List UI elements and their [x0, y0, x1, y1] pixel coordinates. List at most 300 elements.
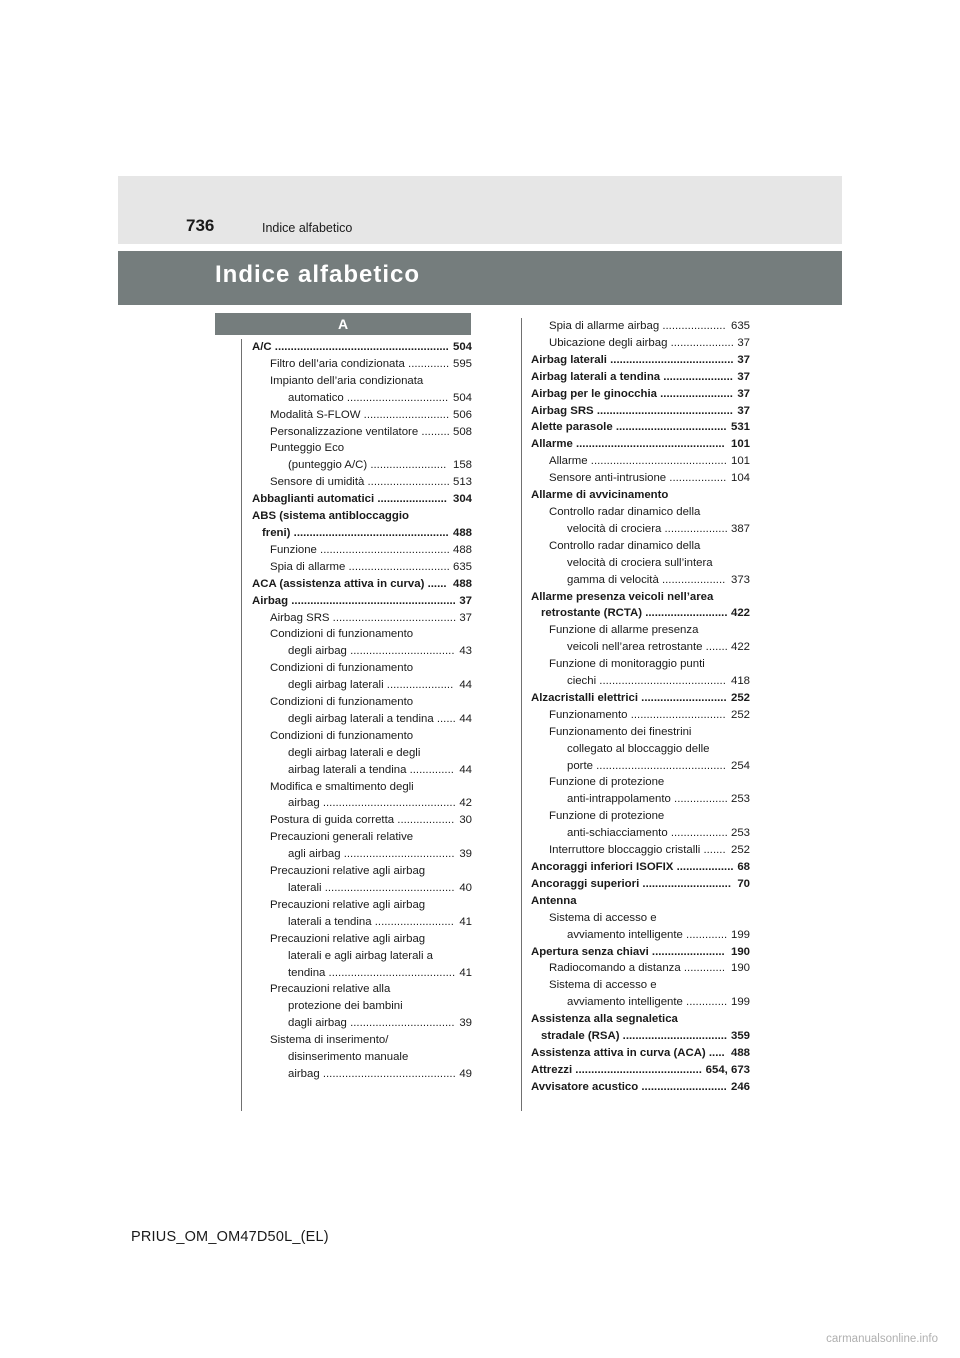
entry-term: Airbag laterali	[531, 353, 607, 366]
entry-term: ACA (assistenza attiva in curva)	[252, 577, 425, 590]
dot-leader: ..................	[673, 861, 734, 873]
entry-term: Airbag	[252, 594, 289, 607]
entry-page-number: 39	[459, 848, 472, 861]
index-entry	[531, 538, 750, 555]
entry-page-number: 199	[730, 996, 750, 1009]
entry-term: Precauzioni generali relative	[270, 831, 414, 844]
index-entry	[531, 927, 750, 944]
entry-term: Ancoraggi superiori	[531, 877, 640, 890]
entry-term: Sensore di umidità	[270, 476, 365, 489]
left-column-rule	[241, 339, 242, 1111]
dot-leader: ........................................	[325, 966, 456, 979]
index-entry	[531, 656, 750, 673]
entry-term: degli airbag laterali	[288, 679, 384, 692]
entry-term: Allarme presenza veicoli nell’area	[531, 590, 714, 603]
entry-page-number: 199	[730, 928, 750, 941]
index-entry	[531, 1079, 750, 1096]
index-entry	[252, 440, 472, 457]
index-entry	[531, 1011, 750, 1028]
index-entry	[252, 542, 472, 559]
entry-term: porte	[567, 759, 593, 772]
entry-term: Controllo radar dinamico della	[549, 539, 701, 552]
entry-page-number: 595	[452, 357, 472, 370]
index-entry	[252, 779, 472, 796]
entry-term: Apertura senza chiavi	[531, 945, 649, 958]
entry-term: A/C	[252, 341, 272, 353]
entry-page-number: 422	[730, 641, 750, 654]
entry-term: degli airbag	[288, 645, 347, 658]
entry-term: protezione dei bambini	[288, 1000, 403, 1013]
index-entry	[531, 876, 750, 893]
index-entry	[252, 846, 472, 863]
index-entry	[252, 965, 472, 982]
entry-page-number: 30	[459, 814, 472, 827]
index-entry	[531, 386, 750, 403]
index-entry	[252, 576, 472, 593]
index-entry	[252, 948, 472, 965]
index-entry	[252, 525, 472, 542]
dot-leader: .........	[418, 425, 450, 438]
index-entry	[531, 944, 750, 961]
entry-term: degli airbag laterali e degli	[288, 746, 421, 759]
index-entry	[252, 728, 472, 745]
entry-page-number: 508	[452, 425, 472, 438]
entry-term: Precauzioni relative agli airbag	[270, 865, 426, 878]
entry-term: Controllo radar dinamico della	[549, 505, 701, 518]
index-entry	[531, 774, 750, 791]
index-entry	[531, 622, 750, 639]
entry-page-number: 253	[730, 827, 750, 840]
dot-leader: .............	[682, 928, 728, 941]
dot-leader: ........................................	[596, 675, 726, 688]
index-entry	[531, 977, 750, 994]
dot-leader: .........................	[371, 915, 454, 928]
entry-page-number: 44	[459, 763, 472, 776]
entry-term: Modalità S-FLOW	[270, 408, 361, 421]
dot-leader: ........................	[367, 459, 447, 472]
entry-page-number: 42	[459, 797, 472, 810]
index-entry	[252, 762, 472, 779]
index-entry	[531, 589, 750, 606]
entry-page-number: 43	[459, 645, 472, 658]
page-title: Indice alfabetico	[215, 261, 421, 288]
dot-leader: ....................	[667, 336, 734, 349]
entry-term: ciechi	[567, 675, 597, 688]
entry-term: Condizioni di funzionamento	[270, 729, 414, 742]
entry-term: Sensore anti-intrusione	[549, 472, 667, 485]
entry-term: Personalizzazione ventilatore	[270, 425, 419, 438]
entry-page-number: 37	[737, 353, 750, 366]
index-entry	[531, 1028, 750, 1045]
index-entry	[252, 626, 472, 643]
index-entry	[531, 1062, 750, 1079]
index-entry	[252, 457, 472, 474]
entry-page-number: 41	[459, 966, 472, 979]
entry-term: collegato al bloccaggio delle	[567, 742, 710, 755]
entry-page-number: 44	[459, 679, 472, 692]
entry-term: airbag	[288, 797, 320, 810]
index-entry	[252, 863, 472, 880]
document-code: PRIUS_OM_OM47D50L_(EL)	[131, 1229, 329, 1245]
entry-page-number: 190	[730, 962, 750, 975]
index-entry	[252, 931, 472, 948]
index-entry	[252, 981, 472, 998]
index-entry	[531, 605, 750, 622]
entry-page-number: 254	[730, 759, 750, 772]
page-number: 736	[186, 216, 215, 235]
entry-term: gamma di velocità	[567, 573, 659, 586]
dot-leader: ...........................................	[587, 455, 727, 468]
dot-leader: ..............................	[627, 708, 726, 721]
entry-term: freni)	[262, 526, 291, 539]
dot-leader: .............	[680, 962, 726, 975]
entry-term: disinserimento manuale	[288, 1051, 409, 1064]
index-entry	[531, 690, 750, 707]
dot-leader: .................................	[346, 1017, 455, 1030]
entry-term: velocità di crociera sull’intera	[567, 556, 713, 569]
entry-term: avviamento intelligente	[567, 996, 683, 1009]
entry-page-number: 488	[452, 543, 472, 556]
index-entry	[531, 673, 750, 690]
entry-term: Condizioni di funzionamento	[270, 696, 414, 709]
entry-page-number: 246	[730, 1080, 750, 1093]
entry-term: Funzione di monitoraggio punti	[549, 658, 705, 671]
entry-page-number: 101	[730, 438, 750, 451]
dot-leader: .......	[700, 844, 726, 857]
index-entry	[531, 808, 750, 825]
index-entry	[531, 791, 750, 808]
index-entry	[252, 677, 472, 694]
dot-leader: ......................	[660, 370, 733, 383]
index-entry	[531, 960, 750, 977]
entry-page-number: 104	[730, 472, 750, 485]
entry-term: avviamento intelligente	[567, 928, 683, 941]
dot-leader: ................................	[343, 391, 449, 404]
dot-leader: .....	[705, 1046, 725, 1059]
entry-term: degli airbag laterali a tendina	[288, 712, 434, 725]
dot-leader: ..........................	[642, 607, 728, 620]
entry-term: Precauzioni relative agli airbag	[270, 898, 426, 911]
index-entry	[531, 352, 750, 369]
entry-page-number: 506	[452, 408, 472, 421]
entry-term: Condizioni di funzionamento	[270, 628, 414, 641]
entry-page-number: 44	[459, 712, 472, 725]
index-entry	[252, 407, 472, 424]
entry-page-number: 504	[452, 341, 472, 353]
index-entry	[252, 356, 472, 373]
dot-leader: .........................................	[316, 543, 450, 556]
entry-page-number: 418	[730, 675, 750, 688]
dot-leader: .......................	[648, 945, 725, 958]
dot-leader: .................................	[619, 1030, 728, 1043]
index-entry	[252, 1032, 472, 1049]
entry-term: automatico	[288, 391, 344, 404]
entry-term: Antenna	[531, 894, 577, 907]
entry-term: Interruttore bloccaggio cristalli	[549, 844, 701, 857]
entry-term: velocità di crociera	[567, 522, 662, 535]
entry-term: Assistenza alla segnaletica	[531, 1013, 678, 1026]
entry-page-number: 40	[459, 882, 472, 894]
entry-page-number: 252	[730, 844, 750, 857]
entry-page-number: 304	[452, 493, 472, 506]
entry-page-number: 253	[730, 793, 750, 806]
entry-page-number: 37	[737, 336, 750, 349]
index-entry	[531, 318, 750, 335]
index-entry	[531, 893, 750, 910]
index-entry	[252, 880, 472, 897]
dot-leader: .................................................	[290, 526, 449, 539]
index-entry	[252, 829, 472, 846]
entry-term: stradale (RSA)	[541, 1030, 620, 1043]
entry-page-number: 504	[452, 391, 472, 404]
entry-term: Modifica e smaltimento degli	[270, 780, 414, 793]
index-entry	[531, 859, 750, 876]
index-entry	[531, 403, 750, 420]
index-entry	[252, 610, 472, 627]
entry-term: Airbag SRS	[270, 611, 330, 624]
index-entry	[252, 339, 472, 356]
entry-term: airbag laterali a tendina	[288, 763, 407, 776]
entry-term: Airbag laterali a tendina	[531, 370, 661, 383]
entry-term: airbag	[288, 1067, 320, 1080]
entry-term: Funzione di allarme presenza	[549, 624, 699, 637]
index-entry	[252, 643, 472, 660]
entry-term: Spia di allarme airbag	[549, 320, 660, 332]
running-title: Indice alfabetico	[262, 221, 353, 235]
entry-term: Funzionamento	[549, 708, 628, 721]
dot-leader: ..........................	[364, 476, 450, 489]
dot-leader: ...........................	[638, 1080, 727, 1093]
dot-leader: ....................	[659, 320, 726, 332]
dot-leader: .........................................	[321, 882, 455, 894]
dot-leader: .......	[702, 641, 728, 654]
dot-leader: .........................................	[592, 759, 726, 772]
entry-page-number: 70	[737, 877, 750, 890]
entry-term: laterali a tendina	[288, 915, 372, 928]
dot-leader: ....................	[661, 522, 728, 535]
entry-page-number: 37	[459, 594, 472, 607]
index-entry	[252, 914, 472, 931]
index-entry	[531, 724, 750, 741]
entry-term: Attrezzi	[531, 1063, 573, 1076]
dot-leader: ...................................	[612, 421, 727, 434]
entry-term: Funzione	[270, 543, 317, 556]
index-entry	[531, 504, 750, 521]
dot-leader: ...........................	[638, 691, 727, 704]
entry-term: Assistenza attiva in curva (ACA)	[531, 1046, 706, 1059]
entry-term: Allarme	[549, 455, 588, 468]
entry-term: tendina	[288, 966, 326, 979]
entry-page-number: 635	[452, 560, 472, 573]
dot-leader: .............	[404, 357, 450, 370]
entry-term: retrostante (RCTA)	[541, 607, 643, 620]
entry-term: Punteggio Eco	[270, 442, 345, 455]
entry-page-number: 37	[459, 611, 472, 624]
entry-page-number: 252	[730, 691, 750, 704]
entry-page-number: 654, 673	[705, 1063, 750, 1076]
entry-page-number: 158	[452, 459, 472, 472]
entry-page-number: 37	[737, 387, 750, 400]
entry-term: Funzionamento dei finestrini	[549, 725, 692, 738]
entry-page-number: 190	[730, 945, 750, 958]
index-entry	[531, 842, 750, 859]
index-entry	[252, 694, 472, 711]
index-entry	[252, 474, 472, 491]
index-entry	[252, 711, 472, 728]
header-band	[118, 176, 842, 244]
entry-term: Airbag SRS	[531, 404, 594, 417]
entry-page-number: 488	[730, 1046, 750, 1059]
index-entry	[531, 639, 750, 656]
entry-term: Allarme	[531, 438, 573, 451]
index-entry	[531, 487, 750, 504]
dot-leader: ...........................................	[593, 404, 733, 417]
section-letter-bar: A	[215, 313, 471, 335]
entry-page-number: 37	[737, 370, 750, 383]
dot-leader: .......................................................	[271, 341, 449, 353]
right-column-rule	[521, 318, 522, 1111]
entry-page-number: 422	[730, 607, 750, 620]
dot-leader: .................	[670, 793, 728, 806]
dot-leader: ............................	[639, 877, 732, 890]
entry-term: anti-schiacciamento	[567, 827, 668, 840]
entry-page-number: 37	[737, 404, 750, 417]
dot-leader: .....................	[383, 679, 454, 692]
index-column-right	[531, 318, 750, 1096]
entry-term: Condizioni di funzionamento	[270, 662, 414, 675]
dot-leader: ..................	[666, 472, 727, 485]
entry-term: (punteggio A/C)	[288, 459, 368, 472]
dot-leader: ..................	[394, 814, 455, 827]
entry-term: ABS (sistema antibloccaggio	[252, 510, 409, 523]
entry-page-number: 513	[452, 476, 472, 489]
entry-term: veicoli nell’area retrostante	[567, 641, 703, 654]
index-entry	[531, 436, 750, 453]
index-entry	[252, 660, 472, 677]
index-entry	[531, 369, 750, 386]
entry-page-number: 39	[459, 1017, 472, 1030]
entry-page-number: 359	[730, 1030, 750, 1043]
index-entry	[531, 453, 750, 470]
entry-page-number: 488	[452, 577, 472, 590]
dot-leader: ...................................	[340, 848, 455, 861]
entry-term: Postura di guida corretta	[270, 814, 395, 827]
entry-term: agli airbag	[288, 848, 341, 861]
entry-term: Funzione di protezione	[549, 776, 665, 789]
entry-term: laterali e agli airbag laterali a	[288, 949, 433, 962]
entry-term: Sistema di accesso e	[549, 911, 657, 924]
entry-page-number: 49	[459, 1067, 472, 1080]
dot-leader: ...........................	[360, 408, 450, 421]
entry-page-number: 68	[737, 861, 750, 873]
entry-page-number: 387	[730, 522, 750, 535]
index-entry	[252, 559, 472, 576]
index-entry	[252, 373, 472, 390]
index-entry	[531, 1045, 750, 1062]
entry-term: Alzacristalli elettrici	[531, 691, 638, 704]
dot-leader: .......................................	[329, 611, 457, 624]
dot-leader: ....................................................	[288, 594, 456, 607]
dot-leader: .............	[682, 996, 728, 1009]
dot-leader: .......................	[656, 387, 733, 400]
index-entry	[531, 707, 750, 724]
index-entry	[252, 897, 472, 914]
index-entry	[531, 758, 750, 775]
entry-term: Allarme di avvicinamento	[531, 489, 669, 502]
entry-term: Sistema di accesso e	[549, 979, 657, 992]
entry-term: anti-intrappolamento	[567, 793, 671, 806]
dot-leader: ....................	[658, 573, 726, 586]
entry-page-number: 635	[730, 320, 750, 332]
index-entry	[252, 745, 472, 762]
index-entry	[252, 424, 472, 441]
index-entry	[531, 994, 750, 1011]
index-entry	[531, 572, 750, 589]
index-entry	[531, 741, 750, 758]
index-entry	[531, 419, 750, 436]
dot-leader: .................................	[346, 645, 455, 658]
entry-term: Precauzioni relative alla	[270, 983, 391, 996]
index-entry	[252, 1015, 472, 1032]
index-entry	[252, 998, 472, 1015]
index-entry	[531, 335, 750, 352]
dot-leader: ..............	[406, 763, 454, 776]
index-entry	[531, 825, 750, 842]
entry-term: Avvisatore acustico	[531, 1080, 639, 1093]
entry-term: Spia di allarme	[270, 560, 346, 573]
entry-term: Sistema di inserimento/	[270, 1034, 389, 1047]
index-entry	[531, 910, 750, 927]
entry-page-number: 41	[459, 915, 472, 928]
index-entry	[531, 555, 750, 572]
dot-leader: .......................................	[606, 353, 734, 366]
dot-leader: ......	[424, 577, 447, 590]
entry-page-number: 488	[452, 526, 472, 539]
entry-term: Filtro dell’aria condizionata	[270, 357, 405, 370]
entry-term: dagli airbag	[288, 1017, 347, 1030]
entry-page-number: 531	[730, 421, 750, 434]
index-entry	[252, 491, 472, 508]
index-entry	[252, 1049, 472, 1066]
dot-leader: ..........................................	[319, 797, 456, 810]
index-entry	[252, 1066, 472, 1083]
dot-leader: ..........................................	[319, 1067, 456, 1080]
dot-leader: ......	[433, 712, 456, 725]
entry-page-number: 373	[730, 573, 750, 586]
entry-term: Abbaglianti automatici	[252, 493, 375, 506]
entry-term: Precauzioni relative agli airbag	[270, 932, 426, 945]
entry-term: Funzione di protezione	[549, 810, 665, 823]
entry-term: Alette parasole	[531, 421, 613, 434]
index-entry	[252, 795, 472, 812]
index-entry	[252, 593, 472, 610]
entry-term: Ubicazione degli airbag	[549, 336, 668, 349]
entry-term: Impianto dell’aria condizionata	[270, 374, 424, 387]
entry-page-number: 252	[730, 708, 750, 721]
index-entry	[252, 390, 472, 407]
watermark: carmanualsonline.info	[826, 1333, 938, 1345]
index-entry	[531, 470, 750, 487]
index-column-left	[252, 339, 472, 1083]
entry-term: Airbag per le ginocchia	[531, 387, 657, 400]
index-entry	[252, 508, 472, 525]
index-entry	[531, 521, 750, 538]
entry-term: Ancoraggi inferiori ISOFIX	[531, 861, 674, 873]
entry-term: laterali	[288, 882, 322, 894]
dot-leader: ................................	[345, 560, 450, 573]
dot-leader: ..................	[667, 827, 728, 840]
dot-leader: ...............................................	[572, 438, 725, 451]
